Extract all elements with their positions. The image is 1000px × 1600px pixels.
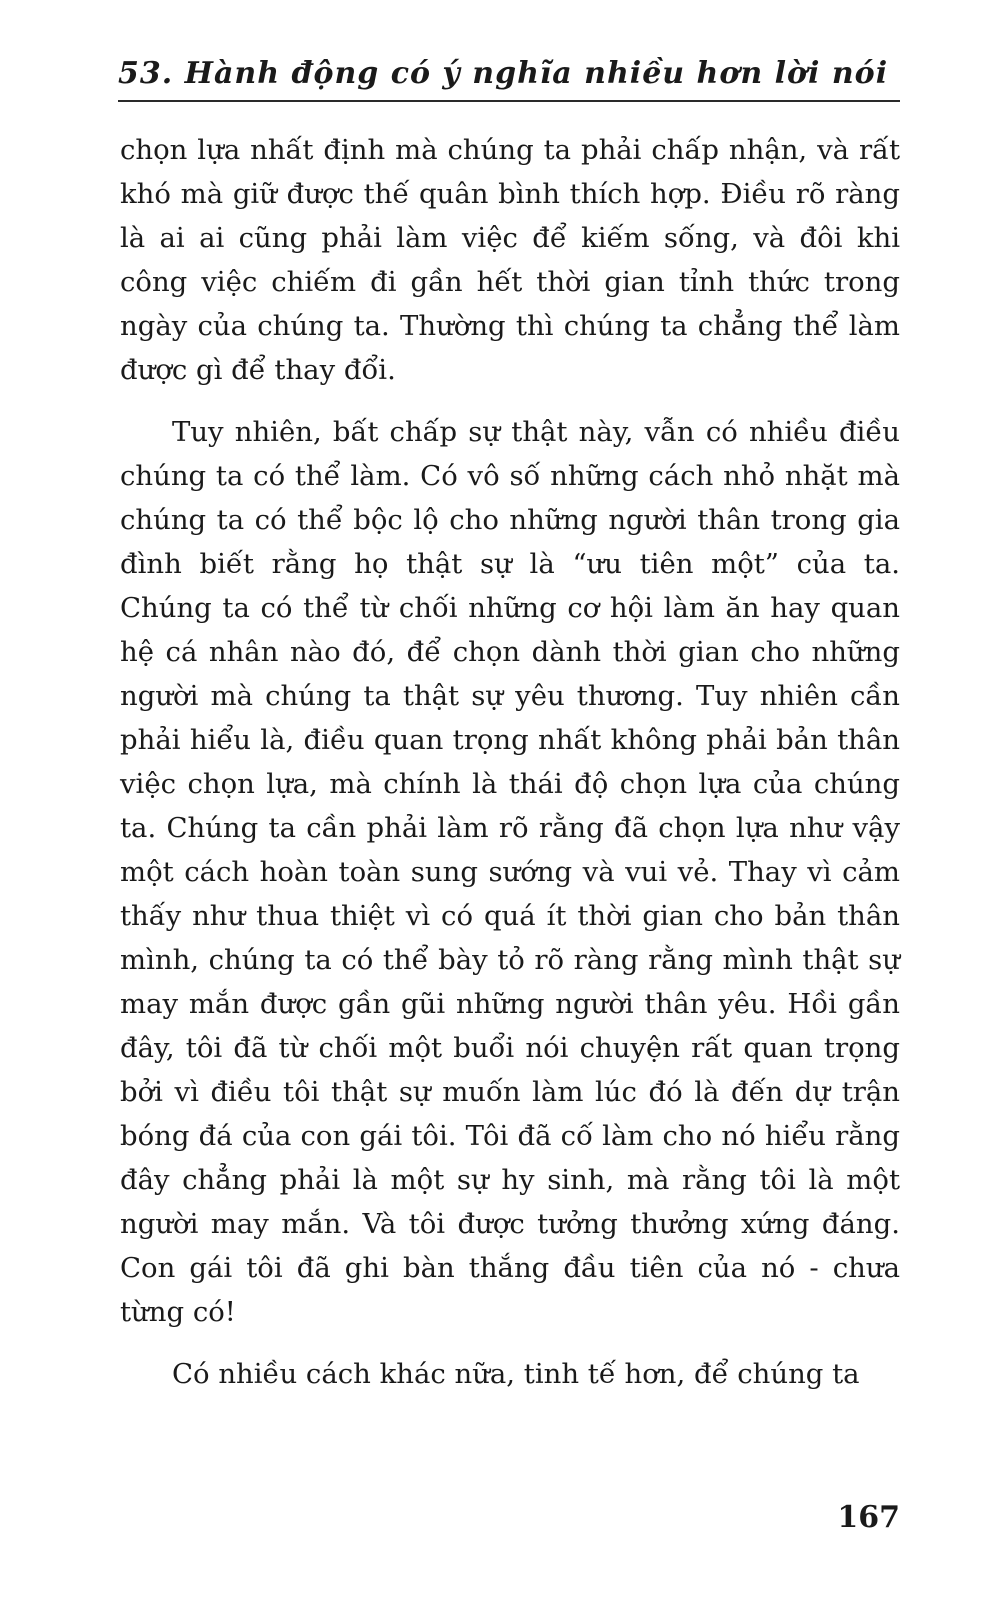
page-number: 167 [837,1500,900,1535]
body-text [120,128,900,1396]
paragraph-2: Tuy nhiên, bất chấp sự thật này, vẫn có nhiều điều chúng ta có thể làm. Có vô số những cách nhỏ nhặt mà chúng ta có thể bộc lộ cho những người thân trong gia đình biết rằng họ thật sự là “ưu tiên một” của ta. Chúng ta có thể từ chối những cơ hội làm ăn hay quan hệ cá nhân nào đó, để chọn dành thời gian cho những người mà chúng ta thật sự yêu thương. Tuy nhiên cần phải hiểu là, điều quan trọng nhất không phải bản thân việc chọn lựa, mà chính là thái độ chọn lựa của chúng ta. Chúng ta cần phải làm rõ rằng đã chọn lựa như vậy một cách hoàn toàn sung sướng và vui vẻ. Thay vì cảm thấy như thua thiệt vì có quá ít thời gian cho bản thân mình, chúng ta có thể bày tỏ rõ ràng rằng mình thật sự may mắn được gần gũi những người thân yêu. Hồi gần đây, tôi đã từ chối một buổi nói chuyện rất quan trọng bởi vì điều tôi thật sự muốn làm lúc đó là đến dự trận bóng đá của con gái tôi. Tôi đã cố làm cho nó hiểu rằng đây chẳng phải là một sự hy sinh, mà rằng tôi là một người may mắn. Và tôi được tưởng thưởng xứng đáng. Con gái tôi đã ghi bàn thắng đầu tiên của nó - chưa từng có! [120,416,900,1328]
running-header-title: 53. Hành động có ý nghĩa nhiều hơn lời nói [118,56,889,91]
paragraph-1: chọn lựa nhất định mà chúng ta phải chấp nhận, và rất khó mà giữ được thế quân bình thích hợp. Điều rõ ràng là ai ai cũng phải làm việc để kiếm sống, và đôi khi công việc chiếm đi gần hết thời gian tỉnh thức trong ngày của chúng ta. Thường thì chúng ta chẳng thể làm được gì để thay đổi. [120,134,900,386]
paragraph-3: Có nhiều cách khác nữa, tinh tế hơn, để chúng ta [172,1358,860,1390]
header-divider [118,100,900,102]
